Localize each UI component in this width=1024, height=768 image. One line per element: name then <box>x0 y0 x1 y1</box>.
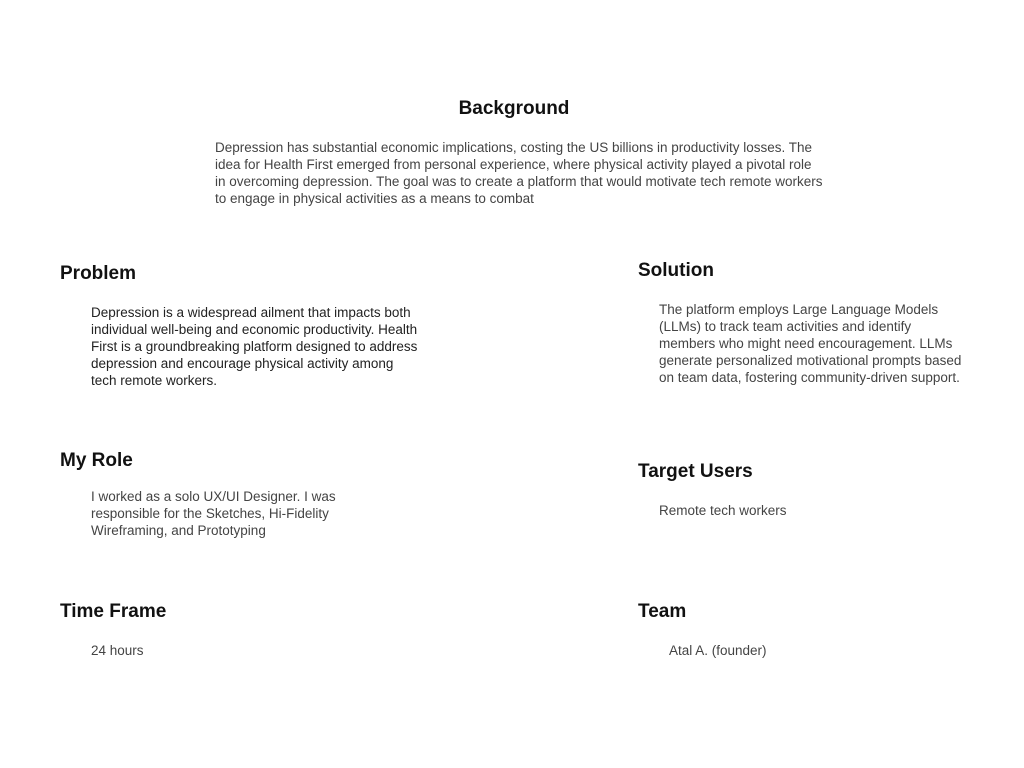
solution-heading: Solution <box>638 260 714 281</box>
team-text: Atal A. (founder) <box>669 643 767 658</box>
target-users-heading: Target Users <box>638 461 753 482</box>
my-role-heading: My Role <box>60 450 133 471</box>
solution-text: The platform employs Large Language Models (LLMs) to track team activities and identify members who might need encouragement. LLMs generate personalized motivational prompts based on team data, fostering community-driven support. <box>659 302 962 385</box>
problem-heading: Problem <box>60 263 137 284</box>
background-text: Depression has substantial economic implications, costing the US billions in productivity losses. The idea for Health First emerged from personal experience, where physical activity played a pivotal role in overcoming depression. The goal was to create a platform that would motivate tech remote workers to engage in physical activities as a means to combat <box>215 140 823 206</box>
time-frame-text: 24 hours <box>91 643 144 658</box>
my-role-text: I worked as a solo UX/UI Designer. I was responsible for the Sketches, Hi-Fidelity Wireframing, and Prototyping <box>91 489 336 538</box>
problem-text: Depression is a widespread ailment that impacts both individual well-being and economic productivity. Health First is a groundbreaking platform designed to address depression and encourage physical activity among tech remote workers. <box>91 305 418 388</box>
team-heading: Team <box>638 601 687 622</box>
time-frame-heading: Time Frame <box>60 601 167 622</box>
target-users-text: Remote tech workers <box>659 503 787 518</box>
background-heading: Background <box>458 98 570 119</box>
